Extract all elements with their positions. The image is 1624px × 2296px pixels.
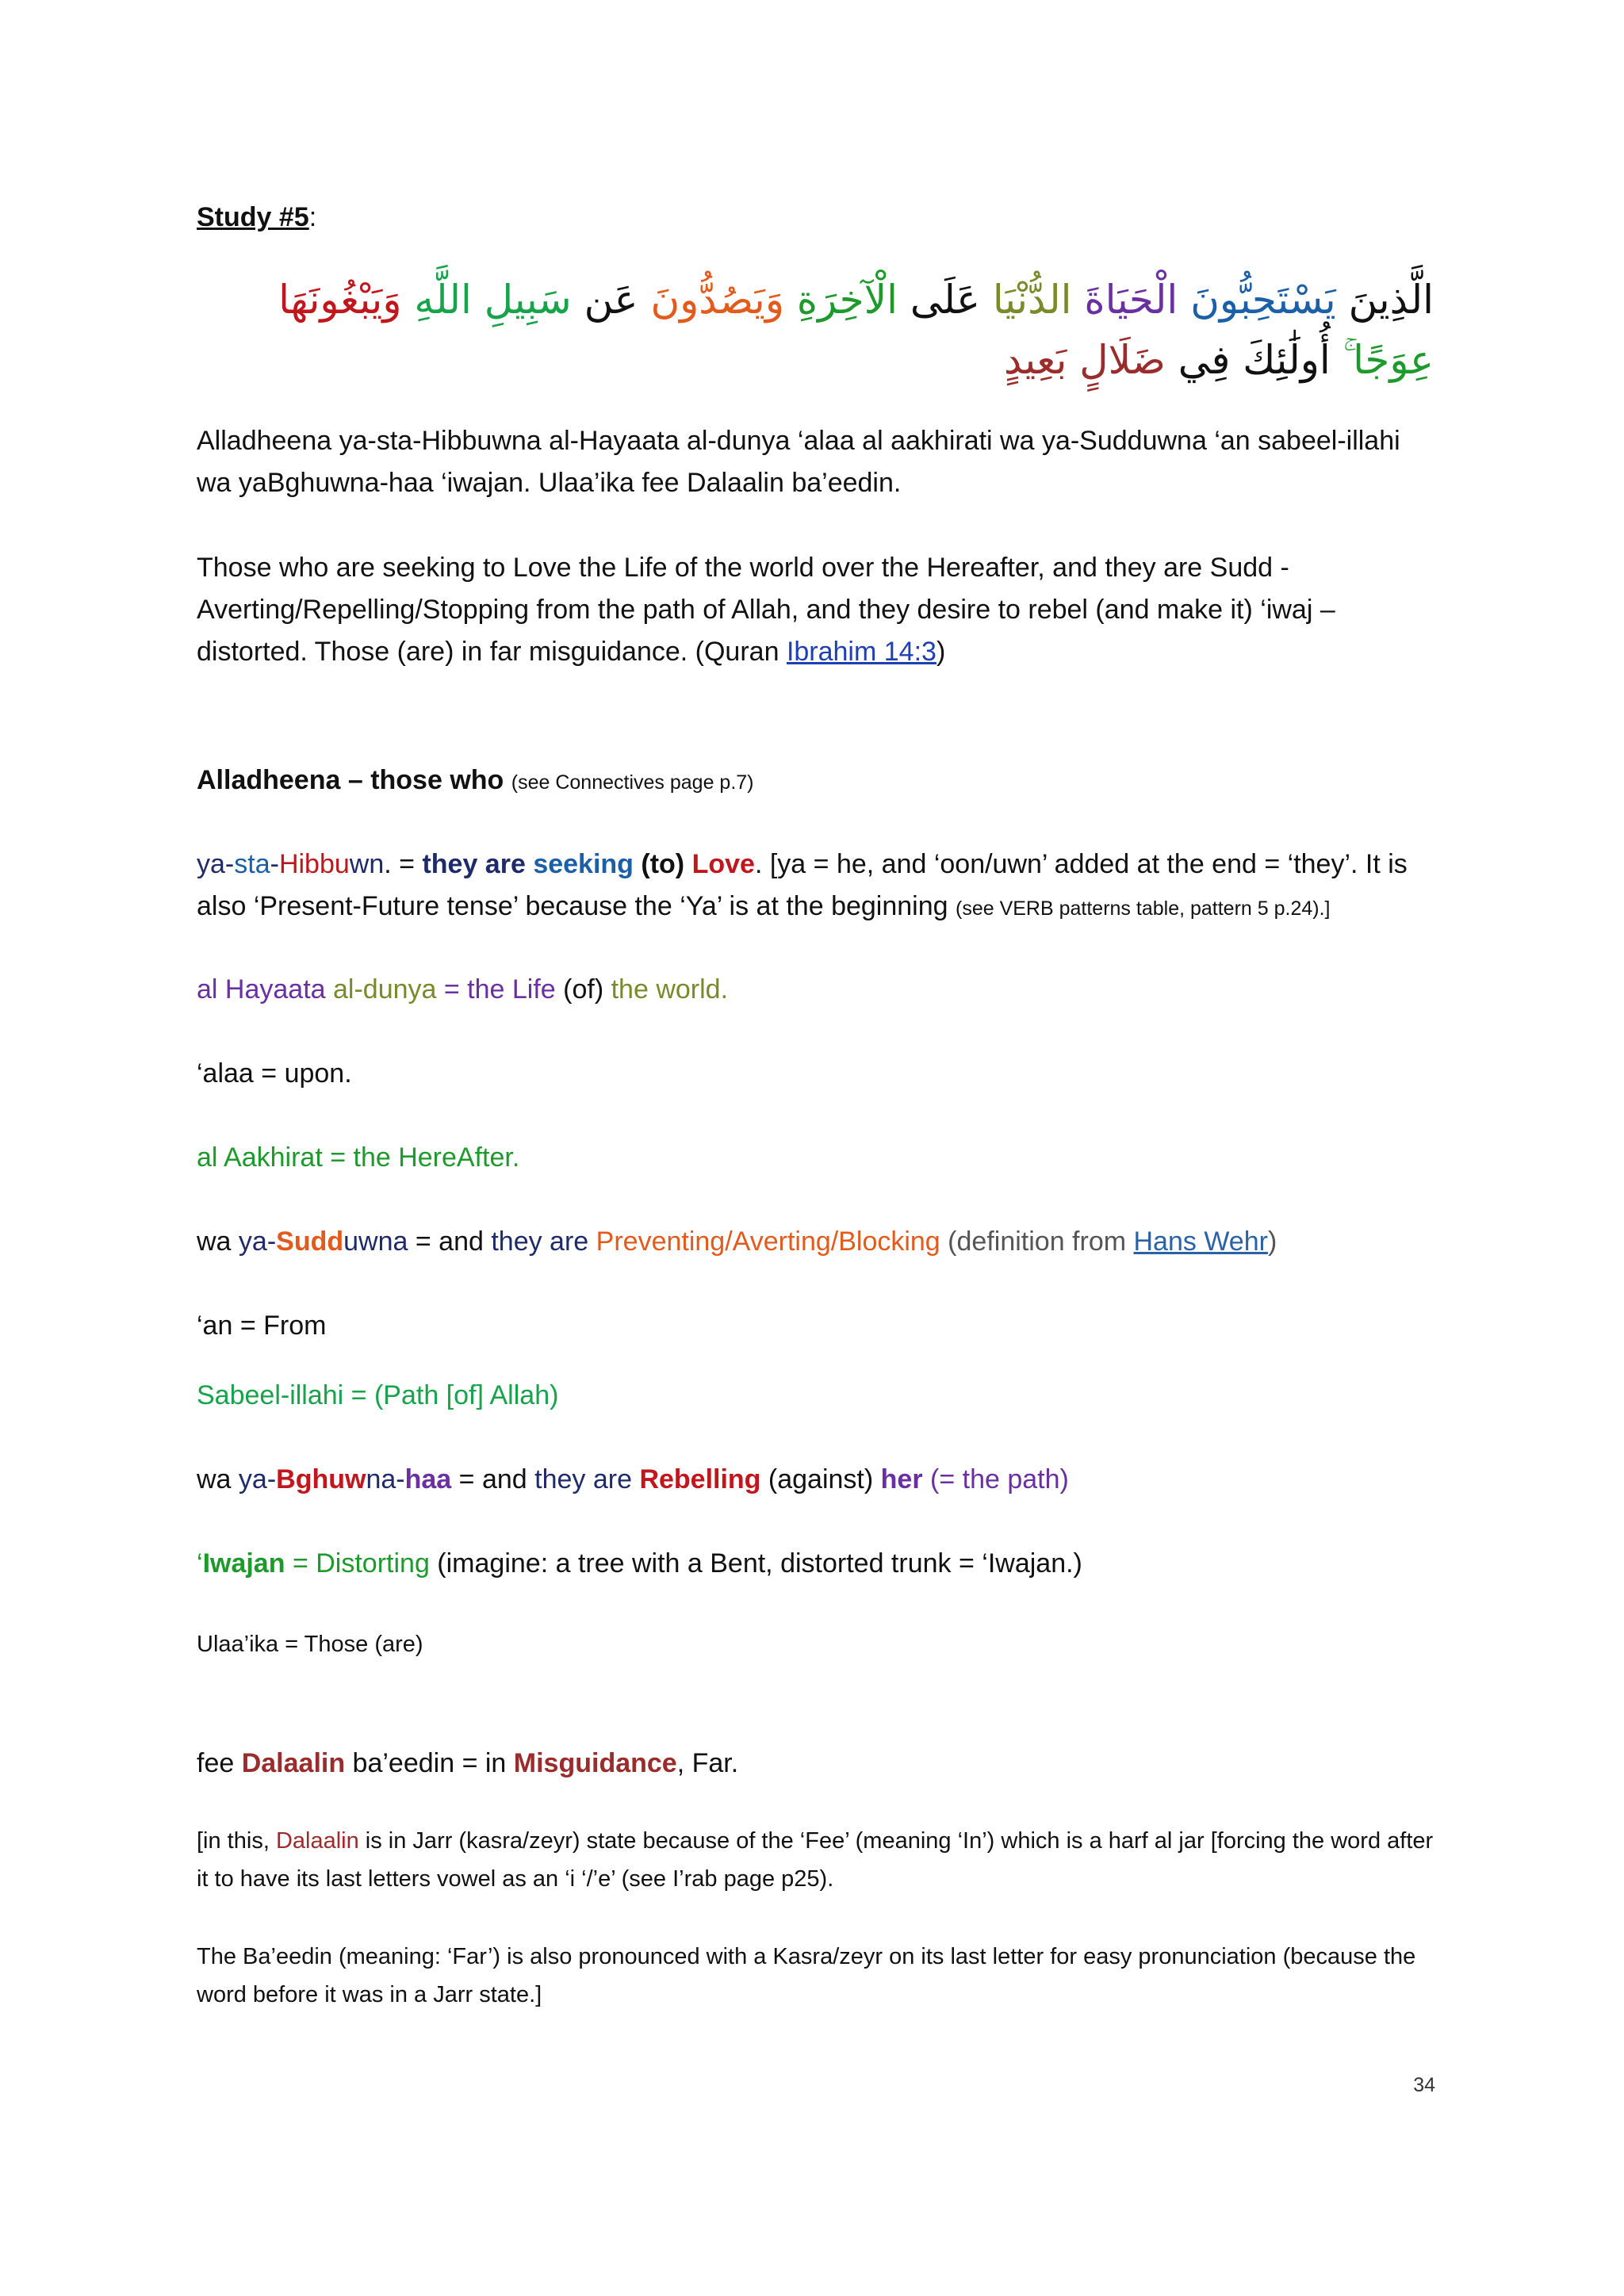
- meaning-the-path: (= the path): [922, 1464, 1069, 1494]
- word-sta: sta: [234, 849, 270, 879]
- arabic-word: وَيَصُدُّونَ: [650, 277, 784, 323]
- entry-an: ‘an = From: [197, 1311, 327, 1341]
- meaning-the-life: the Life: [467, 974, 556, 1004]
- meaning-rebelling: Rebelling: [639, 1464, 761, 1494]
- arabic-word: فِي: [1178, 337, 1231, 383]
- word-hibbu: Hibbu: [278, 849, 350, 879]
- arabic-word: عَن: [584, 277, 638, 323]
- word-sudd: Sudd: [276, 1226, 344, 1257]
- translation-text: Those who are seeking to Love the Life of the world over the Hereafter, and they are Sudd - Averting/Repelling/Stopping from the path of Allah, and they desire to rebel (and make it) ‘iwaj – distorted. Those (are) in far misguidance. (Quran: [197, 553, 1335, 667]
- note-word-dalaal: Dalaal: [275, 1828, 342, 1854]
- translation-close: ): [936, 637, 946, 667]
- study-heading: [197, 197, 1434, 239]
- entry-yastahibbuwn-note: (see VERB patterns table, pattern 5 p.24).]: [956, 897, 1331, 920]
- word-equals: =: [436, 974, 468, 1004]
- word-ya: ya: [197, 849, 225, 879]
- meaning-distorting: = Distorting: [285, 1548, 430, 1578]
- entry-dalaalin: [197, 1743, 1434, 1785]
- quran-reference-link[interactable]: Ibrahim 14:3: [786, 637, 936, 667]
- word-bghuw: Bghuw: [276, 1464, 366, 1494]
- note-text-rest: is in Jarr (kasra/zeyr) state because of the ‘Fee’ (meaning ‘In’) which is a harf al jar [forcing the word after it to have its last letters vowel as an ‘i ‘/’e’ (see I’rab page p25).: [197, 1828, 1434, 1892]
- note-word-i: i: [341, 1828, 347, 1854]
- word-iwajan: Iwajan: [202, 1548, 285, 1578]
- transliteration: Alladheena ya-sta-Hibbuwna al-Hayaata al-dunya ‘alaa al aakhirati wa ya-Sudduwna ‘an sabeel-illahi wa yaBghuwna-haa ‘iwajan. Ulaa’ika fee Dalaalin ba’eedin.: [197, 426, 1400, 498]
- meaning-they-are: they are: [534, 1464, 632, 1494]
- meaning-to: (to): [641, 849, 685, 879]
- word-al-dunya: al-dunya: [333, 974, 437, 1004]
- entry-iwajan: [197, 1543, 1434, 1585]
- word-ya: ya-: [238, 1464, 277, 1494]
- definition-close: ): [1267, 1226, 1277, 1257]
- grammar-note-kasra: The Ba’eedin (meaning: ‘Far’) is also pronounced with a Kasra/zeyr on its last letter for easy pronunciation (because the word before it was in a Jarr state.]: [197, 1944, 1416, 2007]
- hans-wehr-link[interactable]: Hans Wehr: [1133, 1226, 1268, 1257]
- translation: [197, 547, 1434, 673]
- meaning-preventing: Preventing/Averting/Blocking: [596, 1226, 940, 1257]
- page-number: 34: [1413, 2074, 1435, 2096]
- entry-alladheena-note: (see Connectives page p.7): [511, 771, 754, 794]
- arabic-word: يَسْتَحِبُّونَ: [1190, 277, 1336, 323]
- definition-source-text: (definition from: [940, 1226, 1134, 1257]
- meaning-love: Love: [691, 849, 755, 879]
- arabic-word: أُولَٰئِكَ: [1243, 337, 1331, 383]
- word-wn: wn: [349, 849, 385, 879]
- grammar-note-jarr: [197, 1822, 1434, 1898]
- arabic-word: وَيَبْغُونَهَا: [278, 277, 402, 323]
- arabic-verse: [197, 270, 1434, 390]
- word-equals: . =: [384, 849, 423, 879]
- note-word-n: n: [346, 1828, 359, 1854]
- arabic-word: الدُّنْيَا: [992, 277, 1072, 323]
- meaning-her: her: [880, 1464, 923, 1494]
- meaning-and: = and: [408, 1226, 492, 1257]
- study-heading-label: Study #5: [197, 202, 309, 232]
- meaning-far: , Far.: [676, 1748, 739, 1778]
- word-al-hayaata: al Hayaata: [197, 974, 326, 1004]
- entry-alladheena-term: Alladheena – those who: [197, 765, 504, 795]
- entry-bghuwna: [197, 1459, 1434, 1501]
- space: [588, 1226, 596, 1257]
- arabic-word: الْحَيَاةَ: [1084, 277, 1178, 323]
- word-wa: wa: [197, 1464, 239, 1494]
- entry-ulaaika: Ulaa’ika = Those (are): [197, 1632, 423, 1657]
- meaning-they-are: they are: [491, 1226, 589, 1257]
- word-fee: fee: [197, 1748, 242, 1778]
- word-dash: -: [224, 849, 235, 879]
- arabic-word: الَّذِينَ: [1348, 277, 1434, 323]
- meaning-misguidance: Misguidance: [513, 1748, 677, 1778]
- word-baeedin-meaning: ba’eedin = in: [345, 1748, 514, 1778]
- meaning-and: = and: [451, 1464, 535, 1494]
- word-na: na-: [366, 1464, 405, 1494]
- arabic-word: ضَلَالٍ بَعِيدٍ: [1004, 337, 1166, 383]
- meaning-against: (against): [760, 1464, 881, 1494]
- meaning-of: (of): [555, 974, 611, 1004]
- word-dash: -: [270, 849, 279, 879]
- entry-alaa: ‘alaa = upon.: [197, 1058, 352, 1089]
- entry-sabeel: Sabeel-illahi = (Path [of] Allah): [197, 1380, 559, 1410]
- study-heading-colon: :: [308, 202, 317, 232]
- entry-iwajan-explanation: (imagine: a tree with a Bent, distorted trunk = ‘Iwajan.): [429, 1548, 1082, 1578]
- arabic-word: سَبِيلِ اللَّهِ: [414, 277, 572, 323]
- meaning-the-world: the world.: [611, 974, 729, 1004]
- note-text: [in this,: [197, 1828, 276, 1854]
- entry-sudduwna: [197, 1221, 1434, 1263]
- entry-alladheena: [197, 760, 1434, 804]
- word-dalaalin: Dalaalin: [241, 1748, 346, 1778]
- entry-yastahibbuwn: [197, 844, 1434, 930]
- arabic-word: الْآخِرَةِ: [796, 277, 898, 323]
- word-uwna: uwna: [343, 1226, 408, 1257]
- meaning-seeking: seeking: [533, 849, 634, 879]
- arabic-word: عِوَجًا ۚ: [1342, 337, 1434, 383]
- word-wa: wa: [197, 1226, 239, 1257]
- entry-aakhirat: al Aakhirat = the HereAfter.: [197, 1142, 520, 1173]
- entry-yastahibbuwn-explanation: . [ya = he, and ‘oon/uwn’ added at the end = ‘they’. It is also ‘Present-Future tense’ because the ‘Ya’ is at the beginning: [197, 849, 1408, 921]
- entry-hayaata: [197, 969, 1434, 1011]
- word-ya: ya-: [238, 1226, 277, 1257]
- word-apostrophe: ‘: [197, 1548, 203, 1578]
- meaning-they-are: they are: [422, 849, 526, 879]
- arabic-word: عَلَى: [910, 277, 980, 323]
- word-haa: haa: [404, 1464, 452, 1494]
